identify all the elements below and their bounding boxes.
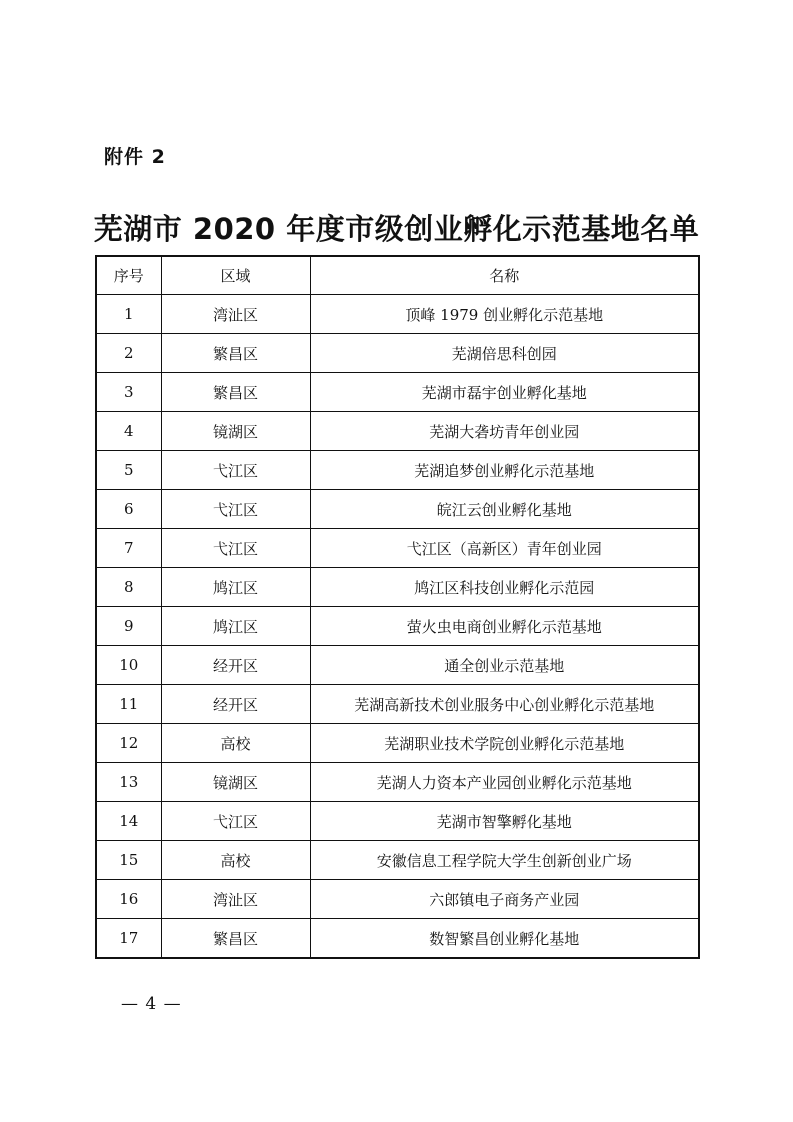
cell-name: 六郎镇电子商务产业园 bbox=[310, 880, 699, 919]
cell-index: 4 bbox=[96, 412, 161, 451]
cell-index: 2 bbox=[96, 334, 161, 373]
cell-district: 繁昌区 bbox=[161, 334, 310, 373]
table-row bbox=[96, 373, 699, 412]
cell-index: 9 bbox=[96, 607, 161, 646]
cell-index: 1 bbox=[96, 295, 161, 334]
cell-name: 皖江云创业孵化基地 bbox=[310, 490, 699, 529]
table-row bbox=[96, 334, 699, 373]
cell-index: 5 bbox=[96, 451, 161, 490]
cell-district: 弋江区 bbox=[161, 490, 310, 529]
cell-district: 繁昌区 bbox=[161, 373, 310, 412]
cell-district: 镜湖区 bbox=[161, 412, 310, 451]
table-row bbox=[96, 568, 699, 607]
cell-district: 繁昌区 bbox=[161, 919, 310, 959]
cell-index: 17 bbox=[96, 919, 161, 959]
table-row bbox=[96, 490, 699, 529]
cell-district: 弋江区 bbox=[161, 451, 310, 490]
cell-index: 15 bbox=[96, 841, 161, 880]
table-row bbox=[96, 529, 699, 568]
table-row bbox=[96, 607, 699, 646]
cell-name: 顶峰 1979 创业孵化示范基地 bbox=[310, 295, 699, 334]
cell-index: 14 bbox=[96, 802, 161, 841]
table-header-row bbox=[96, 256, 699, 295]
cell-district: 弋江区 bbox=[161, 802, 310, 841]
cell-index: 7 bbox=[96, 529, 161, 568]
table-row bbox=[96, 802, 699, 841]
page-number: — 4 — bbox=[121, 994, 182, 1014]
cell-district: 鸠江区 bbox=[161, 568, 310, 607]
cell-index: 10 bbox=[96, 646, 161, 685]
cell-district: 湾沚区 bbox=[161, 880, 310, 919]
cell-index: 11 bbox=[96, 685, 161, 724]
cell-district: 高校 bbox=[161, 724, 310, 763]
cell-index: 12 bbox=[96, 724, 161, 763]
header-name: 名称 bbox=[310, 256, 699, 295]
cell-name: 芜湖市磊宇创业孵化基地 bbox=[310, 373, 699, 412]
table-row bbox=[96, 841, 699, 880]
table-row bbox=[96, 685, 699, 724]
cell-name: 数智繁昌创业孵化基地 bbox=[310, 919, 699, 959]
cell-name: 鸠江区科技创业孵化示范园 bbox=[310, 568, 699, 607]
cell-index: 6 bbox=[96, 490, 161, 529]
table-row bbox=[96, 919, 699, 959]
cell-name: 弋江区（高新区）青年创业园 bbox=[310, 529, 699, 568]
table-row bbox=[96, 763, 699, 802]
cell-name: 芜湖大砻坊青年创业园 bbox=[310, 412, 699, 451]
cell-name: 芜湖高新技术创业服务中心创业孵化示范基地 bbox=[310, 685, 699, 724]
cell-district: 经开区 bbox=[161, 685, 310, 724]
cell-district: 湾沚区 bbox=[161, 295, 310, 334]
cell-district: 高校 bbox=[161, 841, 310, 880]
annex-label: 附件 2 bbox=[104, 146, 166, 168]
cell-name: 通全创业示范基地 bbox=[310, 646, 699, 685]
cell-district: 镜湖区 bbox=[161, 763, 310, 802]
incubation-base-table bbox=[95, 255, 700, 959]
table-row bbox=[96, 880, 699, 919]
cell-name: 萤火虫电商创业孵化示范基地 bbox=[310, 607, 699, 646]
cell-name: 安徽信息工程学院大学生创新创业广场 bbox=[310, 841, 699, 880]
cell-index: 16 bbox=[96, 880, 161, 919]
cell-name: 芜湖倍思科创园 bbox=[310, 334, 699, 373]
cell-name: 芜湖市智擎孵化基地 bbox=[310, 802, 699, 841]
cell-name: 芜湖追梦创业孵化示范基地 bbox=[310, 451, 699, 490]
cell-district: 弋江区 bbox=[161, 529, 310, 568]
header-index: 序号 bbox=[96, 256, 161, 295]
cell-name: 芜湖人力资本产业园创业孵化示范基地 bbox=[310, 763, 699, 802]
cell-district: 鸠江区 bbox=[161, 607, 310, 646]
table-row bbox=[96, 451, 699, 490]
table-row bbox=[96, 295, 699, 334]
cell-name: 芜湖职业技术学院创业孵化示范基地 bbox=[310, 724, 699, 763]
document-title: 芜湖市 2020 年度市级创业孵化示范基地名单 bbox=[93, 212, 700, 246]
table-row bbox=[96, 412, 699, 451]
table-row bbox=[96, 724, 699, 763]
cell-index: 3 bbox=[96, 373, 161, 412]
header-district: 区域 bbox=[161, 256, 310, 295]
cell-index: 13 bbox=[96, 763, 161, 802]
cell-district: 经开区 bbox=[161, 646, 310, 685]
table-row bbox=[96, 646, 699, 685]
cell-index: 8 bbox=[96, 568, 161, 607]
